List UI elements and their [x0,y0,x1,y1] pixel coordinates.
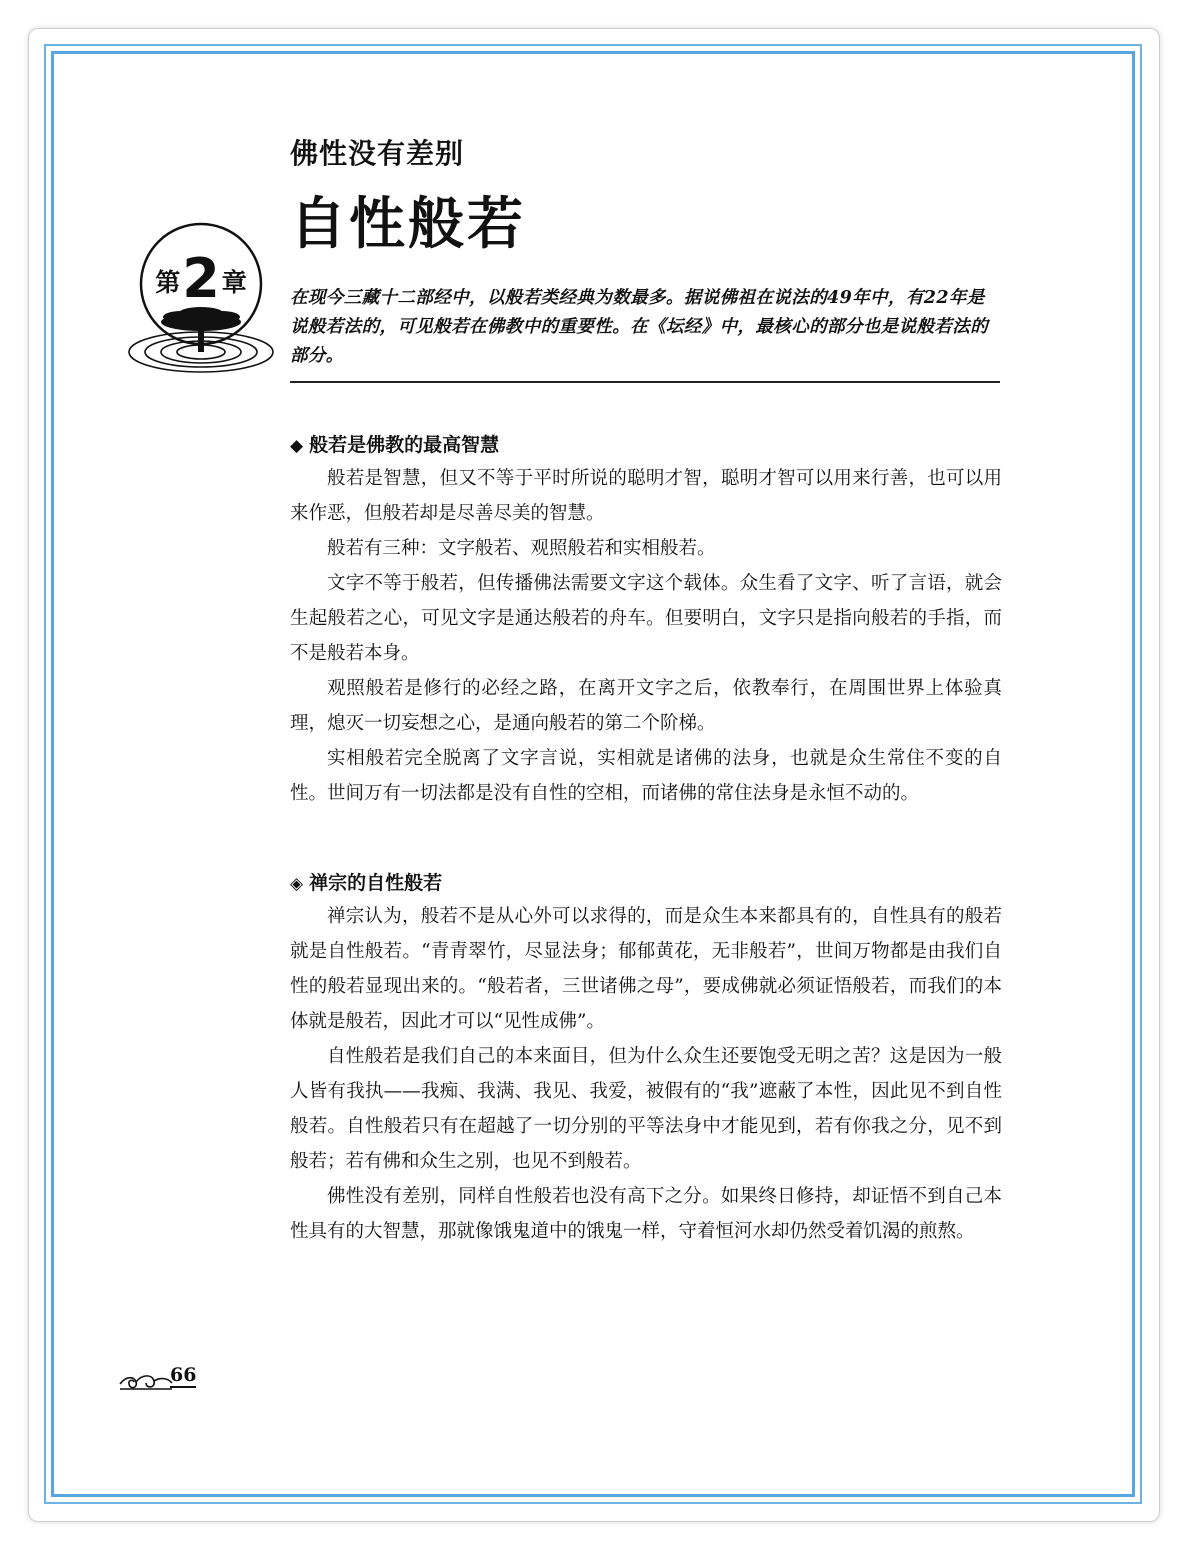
chapter-title: 自性般若 [290,192,526,257]
section-heading-1-text: 般若是佛教的最高智慧 [309,434,500,456]
chapter-intro: 在现今三藏十二部经中，以般若类经典为数最多。据说佛祖在说法的49年中，有22年是说般若法的，可见般若在佛教中的重要性。在《坛经》中，最核心的部分也是说般若法的部分。 [290,288,989,366]
diamond-bullet-icon: ◆ [290,436,304,456]
paragraph: 般若有三种：文字般若、观照般若和实相般若。 [327,538,716,559]
intro-divider [290,381,1000,383]
section-heading-1 [290,430,499,457]
chapter-subtitle: 佛性没有差别 [290,137,465,170]
page-footer [118,1364,208,1396]
diamond-bullet-icon: ◈ [290,874,304,894]
chapter-prefix: 第 [155,268,181,297]
cloud-swirl-icon [118,1368,174,1394]
section-1-body [290,461,1002,811]
paragraph: 实相般若完全脱离了文字言说，实相就是诸佛的法身，也就是众生常住不变的自性。世间万有一切法都是没有自性的空相，而诸佛的常住法身是永恒不动的。 [290,748,1002,804]
paragraph: 禅宗认为，般若不是从心外可以求得的，而是众生本来都具有的，自性具有的般若就是自性般若。“青青翠竹，尽显法身；郁郁黄花，无非般若”，世间万物都是由我们自性的般若显现出来的。“般若者，三世诸佛之母”，要成佛就必须证悟般若，而我们的本体就是般若，因此才可以“见性成佛”。 [290,906,1002,1032]
paragraph: 佛性没有差别，同样自性般若也没有高下之分。如果终日修持，却证悟不到自己本性具有的大智慧，那就像饿鬼道中的饿鬼一样，守着恒河水却仍然受着饥渴的煎熬。 [290,1186,1002,1242]
chapter-suffix: 章 [221,268,247,297]
paragraph: 般若是智慧，但又不等于平时所说的聪明才智，聪明才智可以用来行善，也可以用来作恶，但般若却是尽善尽美的智慧。 [290,468,1002,524]
chapter-number-label [126,247,276,310]
paragraph: 观照般若是修行的必经之路，在离开文字之后，依教奉行，在周围世界上体验真理，熄灭一切妄想之心，是通向般若的第二个阶梯。 [290,678,1002,734]
section-heading-2-text: 禅宗的自性般若 [309,872,443,894]
paragraph: 自性般若是我们自己的本来面目，但为什么众生还要饱受无明之苦？这是因为一般人皆有我执——我痴、我满、我见、我爱，被假有的“我”遮蔽了本性，因此见不到自性般若。自性般若只有在超越了一切分别的平等法身中才能见到，若有你我之分，见不到般若；若有佛和众生之别，也见不到般若。 [290,1046,1002,1172]
chapter-badge [126,222,276,382]
chapter-number: 2 [182,247,220,310]
section-heading-2 [290,868,442,895]
page-number: 66 [170,1364,197,1386]
section-2-body [290,899,1002,1249]
paragraph: 文字不等于般若，但传播佛法需要文字这个载体。众生看了文字、听了言语，就会生起般若之心，可见文字是通达般若的舟车。但要明白，文字只是指向般若的手指，而不是般若本身。 [290,573,1002,664]
